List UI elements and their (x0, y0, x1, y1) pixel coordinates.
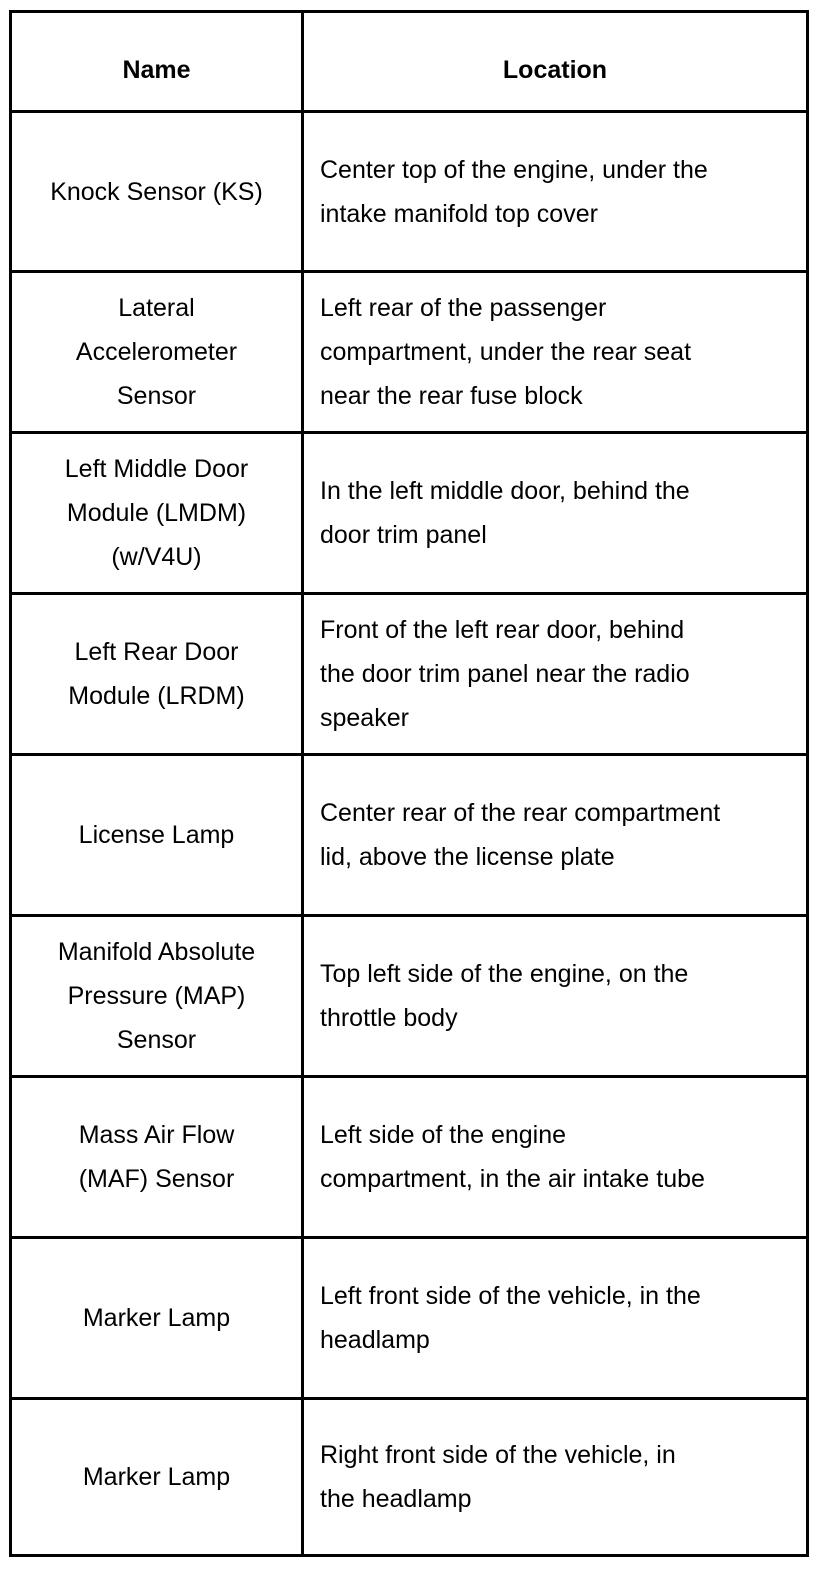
header-location: Location (502, 56, 608, 84)
name-cell (12, 273, 304, 431)
name-text: Lateral Accelerometer Sensor (75, 294, 238, 410)
name-text: Left Middle Door Module (LMDM) (w/V4U) (64, 455, 249, 571)
location-text: Center rear of the rear compartment lid, above the license plate (320, 799, 721, 871)
name-cell (12, 917, 304, 1075)
location-cell (304, 595, 806, 753)
name-text: Marker Lamp (82, 1304, 231, 1332)
location-text: Front of the left rear door, behind the door trim panel near the radio speaker (320, 616, 690, 732)
location-text: Left rear of the passenger compartment, under the rear seat near the rear fuse block (320, 294, 692, 410)
location-text: In the left middle door, behind the door trim panel (320, 477, 690, 549)
location-text: Right front side of the vehicle, in the headlamp (320, 1441, 676, 1513)
name-cell (12, 756, 304, 914)
table-row (12, 110, 806, 270)
location-cell (304, 1400, 806, 1554)
location-cell (304, 273, 806, 431)
header-name: Name (12, 13, 304, 110)
name-text: Mass Air Flow (MAF) Sensor (78, 1121, 235, 1193)
location-text: Left side of the engine compartment, in the air intake tube (320, 1121, 705, 1193)
location-cell (304, 756, 806, 914)
location-cell (304, 1078, 806, 1236)
name-text: Marker Lamp (82, 1463, 231, 1491)
table-row (12, 753, 806, 914)
table-row (12, 592, 806, 753)
component-location-table (9, 10, 809, 1557)
table-header-row (12, 13, 806, 110)
name-cell (12, 113, 304, 270)
name-cell (12, 595, 304, 753)
name-cell (12, 1400, 304, 1554)
name-text: Manifold Absolute Pressure (MAP) Sensor (57, 938, 256, 1054)
location-text: Top left side of the engine, on the throttle body (320, 960, 689, 1032)
table-row (12, 431, 806, 592)
location-text: Left front side of the vehicle, in the headlamp (320, 1282, 701, 1354)
location-text: Center top of the engine, under the intake manifold top cover (320, 155, 708, 228)
table-row (12, 1397, 806, 1554)
table-row (12, 270, 806, 431)
table-row (12, 1236, 806, 1397)
name-text: Knock Sensor (KS) (50, 177, 263, 206)
table-row (12, 914, 806, 1075)
name-cell (12, 1239, 304, 1397)
location-cell (304, 1239, 806, 1397)
name-cell (12, 434, 304, 592)
name-text: License Lamp (78, 821, 235, 849)
location-cell (304, 113, 806, 270)
name-text: Left Rear Door Module (LRDM) (68, 638, 245, 710)
location-cell (304, 434, 806, 592)
name-cell (12, 1078, 304, 1236)
location-cell (304, 917, 806, 1075)
table-row (12, 1075, 806, 1236)
